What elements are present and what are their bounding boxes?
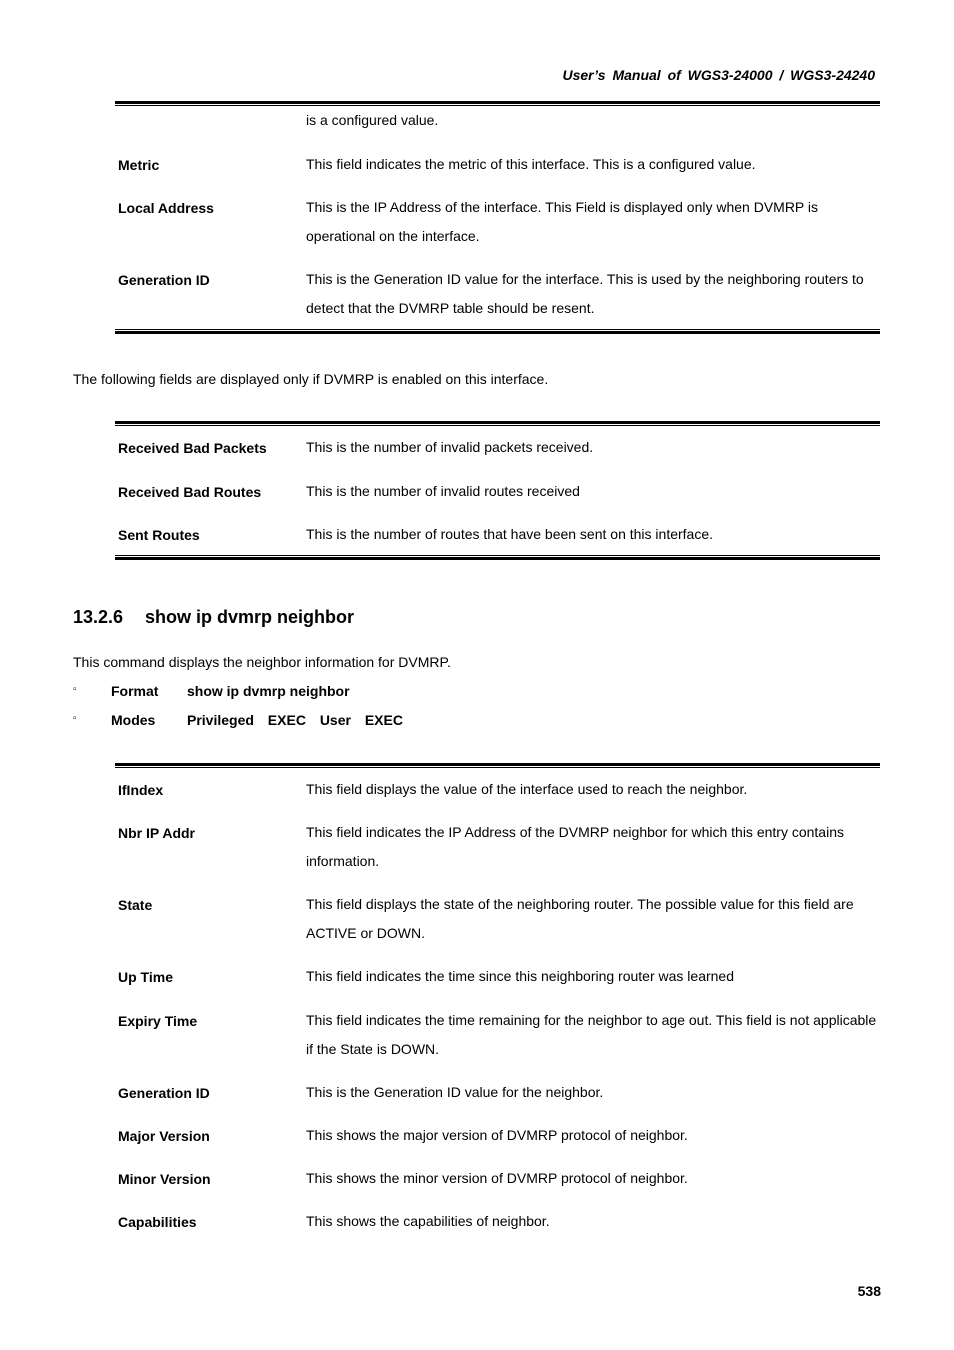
- field-description: This is the number of invalid packets received.: [306, 439, 594, 455]
- field-description: This shows the capabilities of neighbor.: [306, 1213, 550, 1229]
- table-rule-bottom: [115, 555, 880, 560]
- modes-label: Modes: [111, 712, 156, 728]
- field-name: Up Time: [118, 969, 173, 985]
- field-description: This field indicates the IP Address of the DVMRP neighbor for which this entry contains information.: [306, 824, 844, 869]
- section-number: 13.2.6: [73, 607, 124, 627]
- field-description: This is the number of routes that have been sent on this interface.: [306, 526, 714, 542]
- section-title: show ip dvmrp neighbor: [145, 607, 355, 627]
- field-name: Minor Version: [118, 1171, 211, 1187]
- bullet-icon: ▫: [73, 684, 77, 695]
- field-description: is a configured value.: [306, 112, 439, 128]
- field-description: This field indicates the metric of this interface. This is a configured value.: [306, 156, 756, 172]
- table-rule-top: [115, 421, 880, 426]
- field-description: This is the Generation ID value for the interface. This is used by the neighboring routers to detect that the DVMRP table should be resent.: [306, 271, 864, 316]
- field-description: This is the IP Address of the interface. This Field is displayed only when DVMRP is operational on the interface.: [306, 199, 819, 244]
- field-description: This field indicates the time since this neighboring router was learned: [306, 968, 735, 984]
- table-rule-top: [115, 763, 880, 768]
- page-header: User’s Manual of WGS3-24000 / WGS3-24240: [562, 67, 875, 83]
- field-description: This is the number of invalid routes received: [306, 483, 580, 499]
- field-description: This field displays the state of the neighboring router. The possible value for this field are ACTIVE or DOWN.: [306, 896, 854, 941]
- field-name: Received Bad Packets: [118, 440, 267, 456]
- field-name: Expiry Time: [118, 1013, 198, 1029]
- intro-text: The following fields are displayed only if DVMRP is enabled on this interface.: [73, 371, 549, 387]
- modes-value: Privileged EXEC User EXEC: [187, 712, 403, 728]
- field-name: Capabilities: [118, 1214, 197, 1230]
- field-name: State: [118, 897, 153, 913]
- section-heading: [73, 607, 354, 628]
- bullet-icon: ▫: [73, 713, 77, 724]
- field-description: This field displays the value of the interface used to reach the neighbor.: [306, 781, 748, 797]
- field-name: Generation ID: [118, 272, 210, 288]
- field-name: Metric: [118, 157, 160, 173]
- format-value: show ip dvmrp neighbor: [187, 683, 350, 699]
- field-description: This field indicates the time remaining for the neighbor to age out. This field is not applicable if the State is DOWN.: [306, 1012, 877, 1057]
- table-rule-bottom: [115, 329, 880, 334]
- field-description: This is the Generation ID value for the neighbor.: [306, 1084, 604, 1100]
- field-name: Local Address: [118, 200, 214, 216]
- field-name: Nbr IP Addr: [118, 825, 196, 841]
- field-name: Received Bad Routes: [118, 484, 262, 500]
- section-description: This command displays the neighbor information for DVMRP.: [73, 654, 451, 670]
- field-name: Major Version: [118, 1128, 210, 1144]
- field-name: Generation ID: [118, 1085, 210, 1101]
- field-name: IfIndex: [118, 782, 164, 798]
- field-description: This shows the minor version of DVMRP protocol of neighbor.: [306, 1170, 688, 1186]
- field-description: This shows the major version of DVMRP protocol of neighbor.: [306, 1127, 688, 1143]
- field-name: Sent Routes: [118, 527, 200, 543]
- format-label: Format: [111, 683, 159, 699]
- page-number: 538: [857, 1283, 881, 1299]
